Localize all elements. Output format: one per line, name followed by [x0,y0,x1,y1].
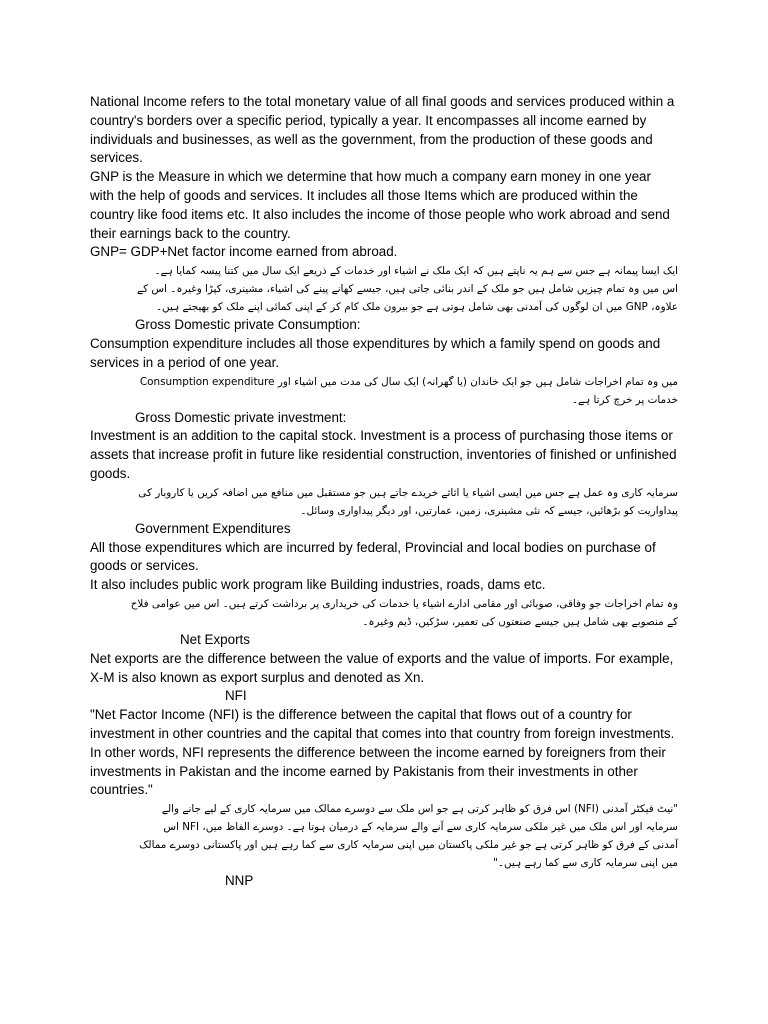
gnp-urdu-line-1: ایک ایسا پیمانہ ہے جس سے ہم یہ ناپتے ہیں کہ ایک ملک نے اشیاء اور خدمات کے ذریعے ایک سال میں کتنا پیسہ کمایا ہے۔ [154,265,678,278]
nfi-paragraph: "Net Factor Income (NFI) is the difference between the capital that flows out of a country for investment in other countries and the capital that comes into that country from foreign investments. In other words, NFI represents the difference between the income earned by foreigners from their investments in Pakistan and the income earned by Pakistanis from their investments in other countries." [90,707,675,798]
document-page [90,93,678,891]
gnp-urdu-line-2: اس میں وہ تمام چیزیں شامل ہیں جو ملک کے اندر بنائی جاتی ہیں، جیسے کھانے پینے کی اشیاء، مشینری، کپڑا وغیرہ۔ اس کے [137,283,678,296]
gnp-definition-paragraph: GNP is the Measure in which we determine that how much a company earn money in one year with the help of goods and services. It includes all those Items which are produced within the country like food items etc. It also includes the income of those people who work abroad and send their earnings back to the country. [90,169,670,241]
consumption-heading: Gross Domestic private Consumption: [135,317,361,333]
gnp-urdu-line-3: علاوہ، GNP میں ان لوگوں کی آمدنی بھی شامل ہوتی ہے جو بیرون ملک کام کر کے اپنی کمائی اپنے ملک کو بھیجتے ہیں۔ [155,301,678,314]
investment-paragraph: Investment is an addition to the capital stock. Investment is a process of purchasing those items or assets that increase profit in future like residential construction, inventories of finished or unfinished goods. [90,428,677,481]
nfi-urdu-line-3: آمدنی کے فرق کو ظاہر کرتی ہے جو غیر ملکی پاکستان میں اپنی سرمایہ کاری سے کما رہے ہیں اور پاکستانی دوسرے ممالک [139,839,678,852]
gnp-formula: GNP= GDP+Net factor income earned from abroad. [90,244,398,260]
net-exports-paragraph: Net exports are the difference between the value of exports and the value of imports. For example, X-M is also known as export surplus and denoted as Xn. [90,650,674,685]
government-heading: Government Expenditures [135,520,291,536]
nfi-urdu-line-4: میں اپنی سرمایہ کاری سے کما رہے ہیں۔" [493,857,678,870]
government-urdu-line-1: وہ تمام اخراجات جو وفاقی، صوبائی اور مقامی ادارے اشیاء یا خدمات کی خریداری پر برداشت کرتے ہیں۔ اس میں عوامی فلاح [130,597,678,610]
nnp-heading: NNP [225,873,254,889]
net-exports-heading: Net Exports [180,631,250,647]
nfi-heading: NFI [225,688,247,704]
nfi-urdu-line-1: "نیٹ فیکٹر آمدنی (NFI) اس فرق کو ظاہر کرتی ہے جو اس ملک سے دوسرے ممالک میں سرمایہ کاری کے لیے جانے والے [161,803,678,816]
consumption-paragraph: Consumption expenditure includes all those expenditures by which a family spend on goods and services in a period of one year. [90,335,661,370]
nfi-urdu-line-2: سرمایہ اور اس ملک میں غیر ملکی سرمایہ کاری سے آنے والے سرمایہ کے درمیان ہوتا ہے۔ دوسرے الفاظ میں، NFI اس [163,821,678,834]
national-income-paragraph: National Income refers to the total monetary value of all final goods and services produced within a country's borders over a specific period, typically a year. It encompasses all income earned by individuals and businesses, as well as the government, from the production of these goods and services. [90,94,675,166]
investment-urdu-line-2: پیداواریت کو بڑھائیں، جیسے کہ نئی مشینری، زمین، عمارتیں، اور دیگر پیداواری وسائل۔ [300,504,678,517]
investment-urdu-line-1: سرمایہ کاری وہ عمل ہے جس میں ایسی اشیاء یا اثاثے خریدے جاتے ہیں جو مستقبل میں منافع میں اضافہ کریں یا کاروبار کی [138,486,678,499]
government-paragraph: All those expenditures which are incurred by federal, Provincial and local bodies on purchase of goods or services. [90,539,656,574]
consumption-urdu-line-2: خدمات پر خرچ کرتا ہے۔ [571,393,678,406]
government-urdu-line-2: کے منصوبے بھی شامل ہیں جیسے صنعتوں کی تعمیر، سڑکیں، ڈیم وغیرہ۔ [362,615,678,628]
government-paragraph-2: It also includes public work program like Building industries, roads, dams etc. [90,577,546,593]
consumption-urdu-line-1: Consumption expenditure میں وہ تمام اخراجات شامل ہیں جو ایک خاندان (یا گھرانہ) ایک سال کی مدت میں اشیاء اور [139,375,678,388]
investment-heading: Gross Domestic private investment: [135,409,347,425]
